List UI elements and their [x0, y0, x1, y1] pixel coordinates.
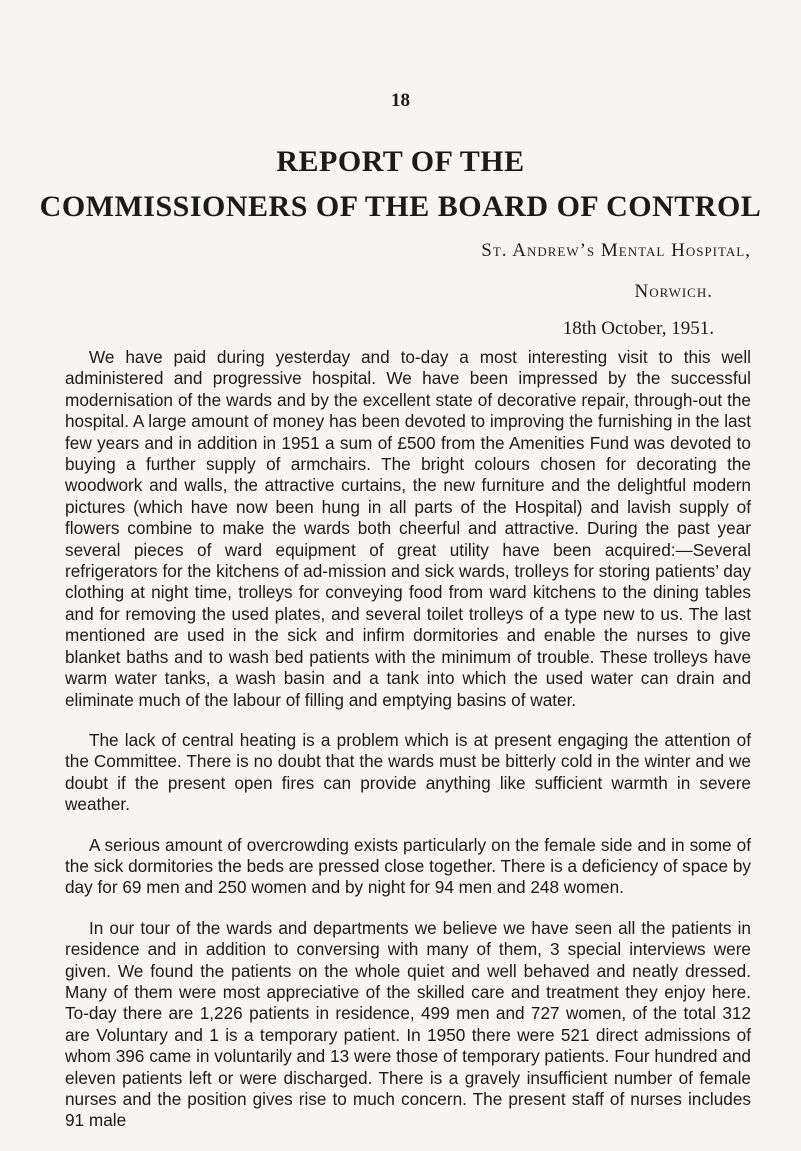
paragraph-4: In our tour of the wards and departments we believe we have seen all the patients in residence and in addition to conversing with many of them, 3 special interviews were given. We found the patients on the whole quiet and well behaved and neatly dressed. Many of them were most appreciative of the skilled care and treatment they enjoy here. To-day there are 1,226 patients in residence, 499 men and 727 women, of the total 312 are Voluntary and 1 is a temporary patient. In 1950 there were 521 direct admissions of whom 396 came in voluntarily and 13 were those of temporary patients. Four hundred and eleven patients left or were discharged. There is a gravely insufficient number of female nurses and the position gives rise to much concern. The present staff of nurses includes 91 male: [65, 917, 751, 1131]
address-institution: St. Andrew’s Mental Hospital,: [481, 240, 751, 261]
report-subtitle: COMMISSIONERS OF THE BOARD OF CONTROL: [39, 190, 762, 223]
report-date: 18th October, 1951.: [562, 318, 714, 339]
paragraph-2: The lack of central heating is a problem which is at present engaging the attention of the Committee. There is no doubt that the wards must be bitterly cold in the winter and we doubt if the present open fires can provide anything like sufficient warmth in severe weather.: [65, 729, 751, 815]
page-number: 18: [391, 90, 410, 111]
report-body: [65, 347, 751, 1151]
paragraph-1: We have paid during yesterday and to-day a most interesting visit to this well administered and progressive hospital. We have been impressed by the successful modernisation of the wards and by the excellent state of decorative repair, through-out the hospital. A large amount of money has been devoted to improving the furnishing in the last few years and in addition in 1951 a sum of £500 from the Amenities Fund was devoted to buying a further supply of armchairs. The bright colours chosen for decorating the woodwork and walls, the attractive curtains, the new furniture and the delightful modern pictures (which have now been hung in all parts of the Hospital) and lavish supply of flowers combine to make the wards both cheerful and attractive. During the past year several pieces of ward equipment of great utility have been acquired:—Several refrigerators for the kitchens of ad-mission and sick wards, trolleys for storing patients’ day clothing at night time, trolleys for conveying food from ward kitchens to the dining tables and for removing the used plates, and several toilet trolleys of a type new to us. The last mentioned are used in the sick and infirm dormitories and enable the nurses to give blanket baths and to wash bed patients with the minimum of trouble. These trolleys have warm water tanks, a wash basin and a tank into which the used water can drain and eliminate much of the labour of filling and emptying basins of water.: [65, 347, 751, 710]
paragraph-3: A serious amount of overcrowding exists particularly on the female side and in some of the sick dormitories the beds are pressed close together. There is a deficiency of space by day for 69 men and 250 women and by night for 94 men and 248 women.: [65, 834, 751, 898]
address-city: Norwich.: [634, 281, 713, 302]
report-title: REPORT OF THE: [276, 145, 525, 178]
